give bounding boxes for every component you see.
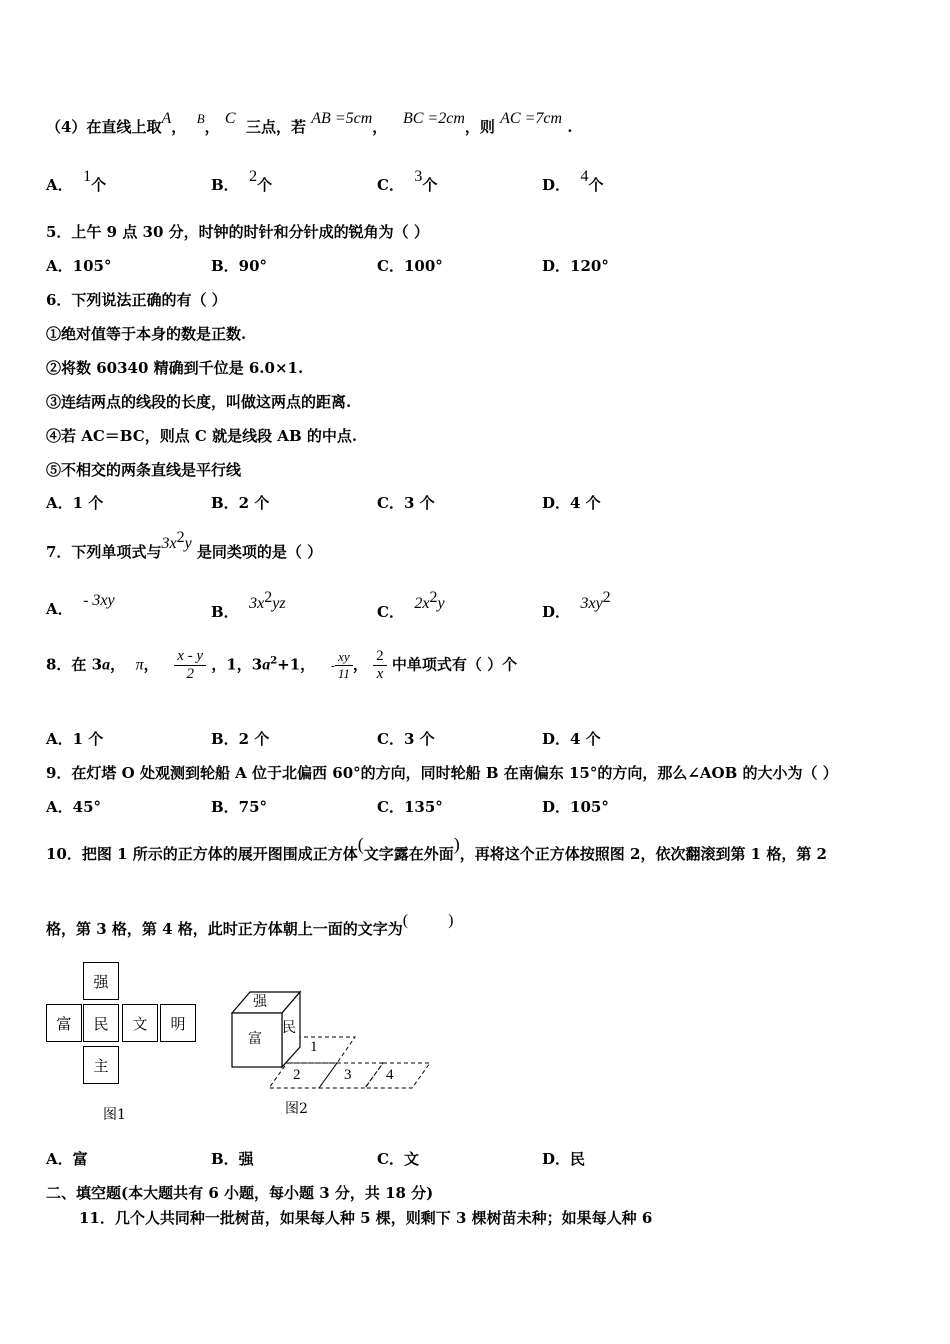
q11-stem: 11．几个人共同种一批树苗，如果每人种 5 棵，则剩下 3 棵树苗未种；如果每人种 6 — [79, 1209, 653, 1227]
fraction-numerator: x - y — [174, 648, 206, 666]
q4-option-a[interactable] — [46, 168, 107, 195]
q10-option-b[interactable]: B．强 — [211, 1150, 254, 1168]
q8-pi: π — [135, 656, 144, 674]
q5-stem: 5．上午 9 点 30 分，时钟的时针和分针成的锐角为（ ） — [46, 223, 429, 241]
q4-ab: AB =5cm — [311, 110, 373, 127]
q4-point-a: A — [161, 110, 172, 127]
q4-option-d[interactable] — [542, 168, 604, 195]
option-unit: 个 — [91, 176, 107, 194]
q8-stem-start: 8．在 3 — [46, 655, 103, 674]
q7-option-b[interactable] — [211, 589, 286, 622]
q4-stem — [46, 110, 573, 137]
q6-item-3: ③连结两点的线段的长度，叫做这两点的距离. — [46, 393, 352, 411]
q6-item-2: ②将数 60340 精确到千位是 6.0×1. — [46, 359, 304, 377]
q4-point-b: B — [196, 111, 205, 126]
q10-line1-b: 文字露在外面 — [363, 845, 454, 863]
q7-stem — [46, 529, 323, 562]
cube-front-text: 富 — [248, 1031, 262, 1047]
q4-mid: 三点，若 — [246, 118, 307, 136]
option-term — [249, 589, 286, 612]
option-term — [83, 591, 115, 609]
fraction-denominator: 11 — [337, 666, 350, 681]
q8-plus: +1， — [277, 655, 316, 674]
q8-comma: ， — [143, 655, 159, 674]
net-face-right2: 明 — [160, 1004, 196, 1042]
q10-stem-line1 — [46, 834, 827, 864]
q4-label: （4）在直线上取 — [46, 118, 162, 136]
term-tail: yz — [272, 595, 286, 612]
q10-paren-open: ( — [357, 834, 364, 854]
term-base: 2x — [414, 595, 430, 612]
fraction-denominator: x — [376, 666, 384, 682]
q8-exp: 2 — [270, 655, 278, 667]
q4-sep: ， — [204, 118, 220, 136]
q9-stem: 9．在灯塔 O 处观测到轮船 A 位于北偏西 60°的方向，同时轮船 B 在南偏东 15°的方向，那么∠AOB 的大小为（ ） — [46, 764, 838, 782]
q8-option-d[interactable]: D．4 个 — [542, 730, 601, 748]
q4-option-b[interactable] — [211, 168, 273, 195]
cube-top-text: 强 — [253, 994, 267, 1010]
q10-answer-paren: ( ) — [402, 912, 454, 929]
q6-option-a[interactable]: A．1 个 — [46, 494, 104, 512]
q4-bc: BC =2cm — [402, 110, 465, 127]
grid-cell-4 — [365, 1063, 430, 1088]
q6-item-1: ①绝对值等于本身的数是正数. — [46, 325, 247, 343]
q8-mid: ，1，3 — [211, 655, 263, 674]
option-letter: A． — [46, 176, 73, 194]
option-unit: 个 — [422, 176, 438, 194]
q10-option-a[interactable]: A．富 — [46, 1150, 88, 1168]
net-face-left: 富 — [46, 1004, 82, 1042]
net-face-center: 民 — [83, 1004, 119, 1042]
figure-1-label: 图1 — [103, 1107, 126, 1123]
q6-item-4: ④若 AC＝BC，则点 C 就是线段 AB 的中点. — [46, 427, 358, 445]
q10-option-d[interactable]: D．民 — [542, 1150, 586, 1168]
option-term — [414, 589, 445, 612]
option-letter: A． — [46, 600, 73, 618]
option-letter: D． — [542, 176, 571, 194]
q8-fraction-1 — [174, 648, 206, 683]
figure-2 — [225, 985, 445, 1125]
q7-stem-term — [161, 529, 192, 552]
q8-comma: ， — [110, 655, 126, 674]
term-tail: y — [437, 595, 445, 612]
option-num: 2 — [249, 168, 258, 185]
option-letter: B． — [211, 603, 239, 621]
q8-option-b[interactable]: B．2 个 — [211, 730, 270, 748]
grid-label-2: 2 — [293, 1067, 301, 1083]
term-exp: 2 — [602, 589, 611, 606]
q7-option-d[interactable] — [542, 589, 611, 622]
q8-stem-end: 中单项式有（ ）个 — [391, 655, 518, 674]
q8-stem — [46, 648, 517, 683]
term-base: - 3xy — [83, 592, 115, 609]
q8-option-c[interactable]: C．3 个 — [377, 730, 435, 748]
option-letter: B． — [211, 176, 239, 194]
q10-line1-a: 10．把图 1 所示的正方体的展开图围成正方体 — [46, 845, 358, 863]
q8-option-a[interactable]: A．1 个 — [46, 730, 104, 748]
q6-option-d[interactable]: D．4 个 — [542, 494, 601, 512]
q5-option-d[interactable]: D．120° — [542, 257, 609, 275]
q8-var-a2: a — [262, 656, 271, 674]
option-unit: 个 — [257, 176, 273, 194]
q4-end: . — [567, 118, 573, 136]
q10-line2: 格，第 3 格，第 4 格，此时正方体朝上一面的文字为 — [46, 920, 403, 938]
option-unit: 个 — [588, 176, 604, 194]
figure-2-label: 图2 — [285, 1101, 308, 1117]
q10-stem-line2 — [46, 912, 454, 939]
q4-sep: ， — [372, 118, 388, 136]
q5-option-b[interactable]: B．90° — [211, 257, 268, 275]
grid-label-1: 1 — [310, 1039, 318, 1055]
option-letter: C． — [377, 603, 404, 621]
term-tail: y — [184, 535, 192, 552]
q8-var-a: a — [102, 656, 111, 674]
q7-stem-after: 是同类项的是（ ） — [196, 543, 323, 561]
fraction-numerator: xy — [335, 649, 353, 666]
option-term — [580, 589, 611, 612]
q9-option-d[interactable]: D．105° — [542, 798, 609, 816]
q6-stem: 6．下列说法正确的有（ ） — [46, 291, 227, 309]
net-face-bottom: 主 — [83, 1046, 119, 1084]
q8-neg: - — [330, 658, 335, 673]
q8-fraction-2 — [335, 649, 353, 682]
fraction-numerator: 2 — [373, 648, 387, 666]
net-face-right1: 文 — [122, 1004, 158, 1042]
q5-option-c[interactable]: C．100° — [377, 257, 443, 275]
net-face-top: 强 — [83, 962, 119, 1000]
q8-comma: ， — [352, 655, 368, 674]
q4-then: ，则 — [464, 118, 495, 136]
grid-label-4: 4 — [386, 1067, 394, 1083]
term-base: 3x — [249, 595, 265, 612]
q5-option-a[interactable]: A．105° — [46, 257, 112, 275]
q10-paren-close: ) — [453, 834, 460, 854]
option-num: 3 — [414, 168, 423, 185]
section-2-title: 二、填空题(本大题共有 6 小题，每小题 3 分，共 18 分) — [46, 1184, 434, 1202]
q9-option-b[interactable]: B．75° — [211, 798, 268, 816]
q6-option-b[interactable]: B．2 个 — [211, 494, 270, 512]
q4-ac: AC =7cm — [500, 110, 563, 127]
q6-option-c[interactable]: C．3 个 — [377, 494, 435, 512]
fraction-denominator: 2 — [186, 666, 194, 682]
q9-option-a[interactable]: A．45° — [46, 798, 102, 816]
q7-option-c[interactable] — [377, 589, 445, 622]
q10-option-c[interactable]: C．文 — [377, 1150, 419, 1168]
q10-line1-c: ，再将这个正方体按照图 2，依次翻滚到第 1 格，第 2 — [459, 845, 827, 863]
q9-option-c[interactable]: C．135° — [377, 798, 443, 816]
term-base: 3xy — [580, 595, 603, 612]
q6-item-5: ⑤不相交的两条直线是平行线 — [46, 461, 242, 479]
q7-option-a[interactable] — [46, 592, 115, 619]
option-letter: C． — [377, 176, 404, 194]
q8-fraction-3 — [373, 648, 387, 683]
term-exp: 2 — [176, 529, 185, 546]
term-exp: 2 — [429, 589, 438, 606]
grid-label-3: 3 — [344, 1067, 352, 1083]
q4-option-c[interactable] — [377, 168, 438, 195]
q7-stem-before: 7．下列单项式与 — [46, 543, 162, 561]
term-exp: 2 — [264, 589, 273, 606]
q4-sep: ， — [171, 118, 187, 136]
q4-point-c: C — [224, 110, 236, 127]
option-num: 1 — [83, 168, 92, 185]
term-base: 3x — [161, 535, 177, 552]
option-num: 4 — [580, 168, 589, 185]
option-letter: D． — [542, 603, 571, 621]
cube-side-text: 民 — [282, 1020, 296, 1036]
